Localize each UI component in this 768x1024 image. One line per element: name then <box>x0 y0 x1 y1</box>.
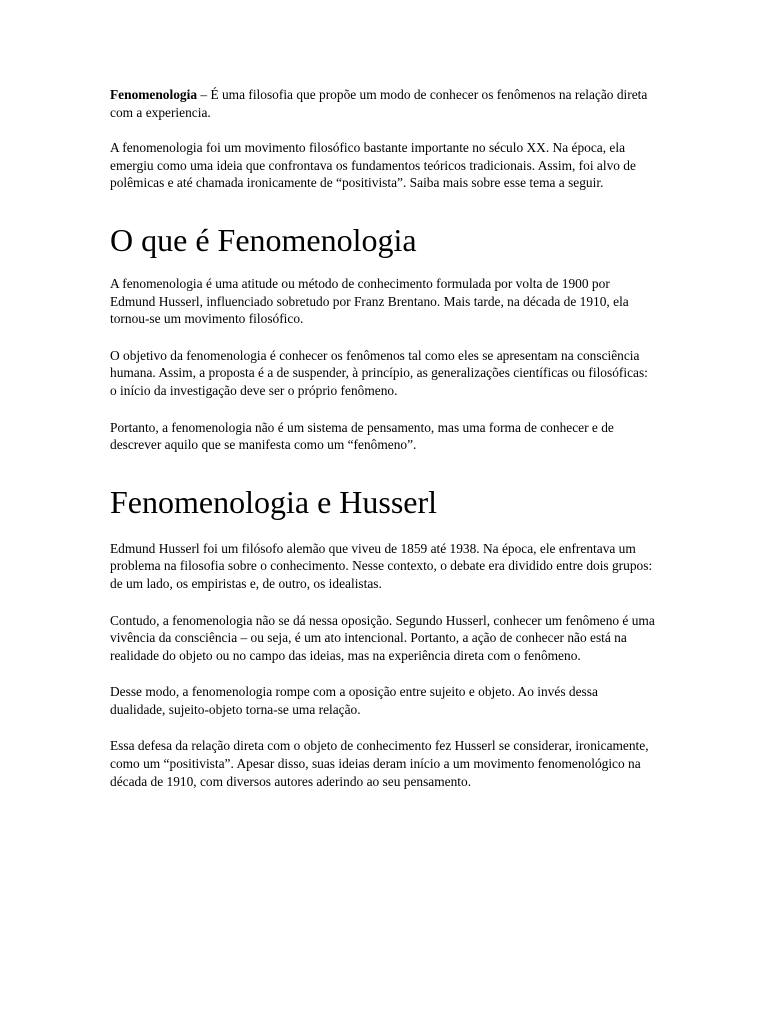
section-heading-husserl: Fenomenologia e Husserl <box>110 483 438 520</box>
intro-paragraph <box>110 86 655 121</box>
intro-definition: – É uma filosofia que propõe um modo de conhecer os fenômenos na relação direta com a experiencia. <box>110 87 648 120</box>
section-heading-o-que-e: O que é Fenomenologia <box>110 221 417 258</box>
section2-paragraph-3: Desse modo, a fenomenologia rompe com a oposição entre sujeito e objeto. Ao invés dessa dualidade, sujeito-objeto torna-se uma relação. <box>110 684 598 717</box>
section1-paragraph-1: A fenomenologia é uma atitude ou método de conhecimento formulada por volta de 1900 por Edmund Husserl, influenciado sobretudo por Franz Brentano. Mais tarde, na década de 1910, ela tornou-se um movimento filosófico. <box>110 275 629 327</box>
intro-term: Fenomenologia <box>110 87 198 102</box>
section2-paragraph-4: Essa defesa da relação direta com o objeto de conhecimento fez Husserl se considerar, ironicamente, como um “positivista”. Apesar disso, suas ideias deram início a um movimento fenomenológico na década de 1910, com diversos autores aderindo ao seu pensamento. <box>110 738 649 789</box>
section1-paragraph-3: Portanto, a fenomenologia não é um sistema de pensamento, mas uma forma de conhecer e de descrever aquilo que se manifesta como um “fenômeno”. <box>110 419 614 453</box>
intro-body-paragraph: A fenomenologia foi um movimento filosófico bastante importante no século XX. Na época, ela emergiu como uma ideia que confrontava os fundamentos teóricos tradicionais. Assim, foi alvo de polêmicas e até chamada ironicamente de “positivista”. Saiba mais sobre esse tema a seguir. <box>110 140 636 191</box>
section1-paragraph-2: O objetivo da fenomenologia é conhecer os fenômenos tal como eles se apresentam na consciência humana. Assim, a proposta é a de suspender, à princípio, as generalizações científicas ou filosóficas: o início da investigação deve ser o próprio fenômeno. <box>110 347 648 398</box>
section2-paragraph-1: Edmund Husserl foi um filósofo alemão que viveu de 1859 até 1938. Na época, ele enfrentava um problema na filosofia sobre o conhecimento. Nesse contexto, o debate era dividido entre dois grupos: de um lado, os empiristas e, de outro, os idealistas. <box>110 540 653 591</box>
section2-paragraph-2: Contudo, a fenomenologia não se dá nessa oposição. Segundo Husserl, conhecer um fenômeno é uma vivência da consciência – ou seja, é um ato intencional. Portanto, a ação de conhecer não está na realidade do objeto ou no campo das ideias, mas na experiência direta com o fenômeno. <box>110 612 655 663</box>
document-page <box>110 86 655 790</box>
